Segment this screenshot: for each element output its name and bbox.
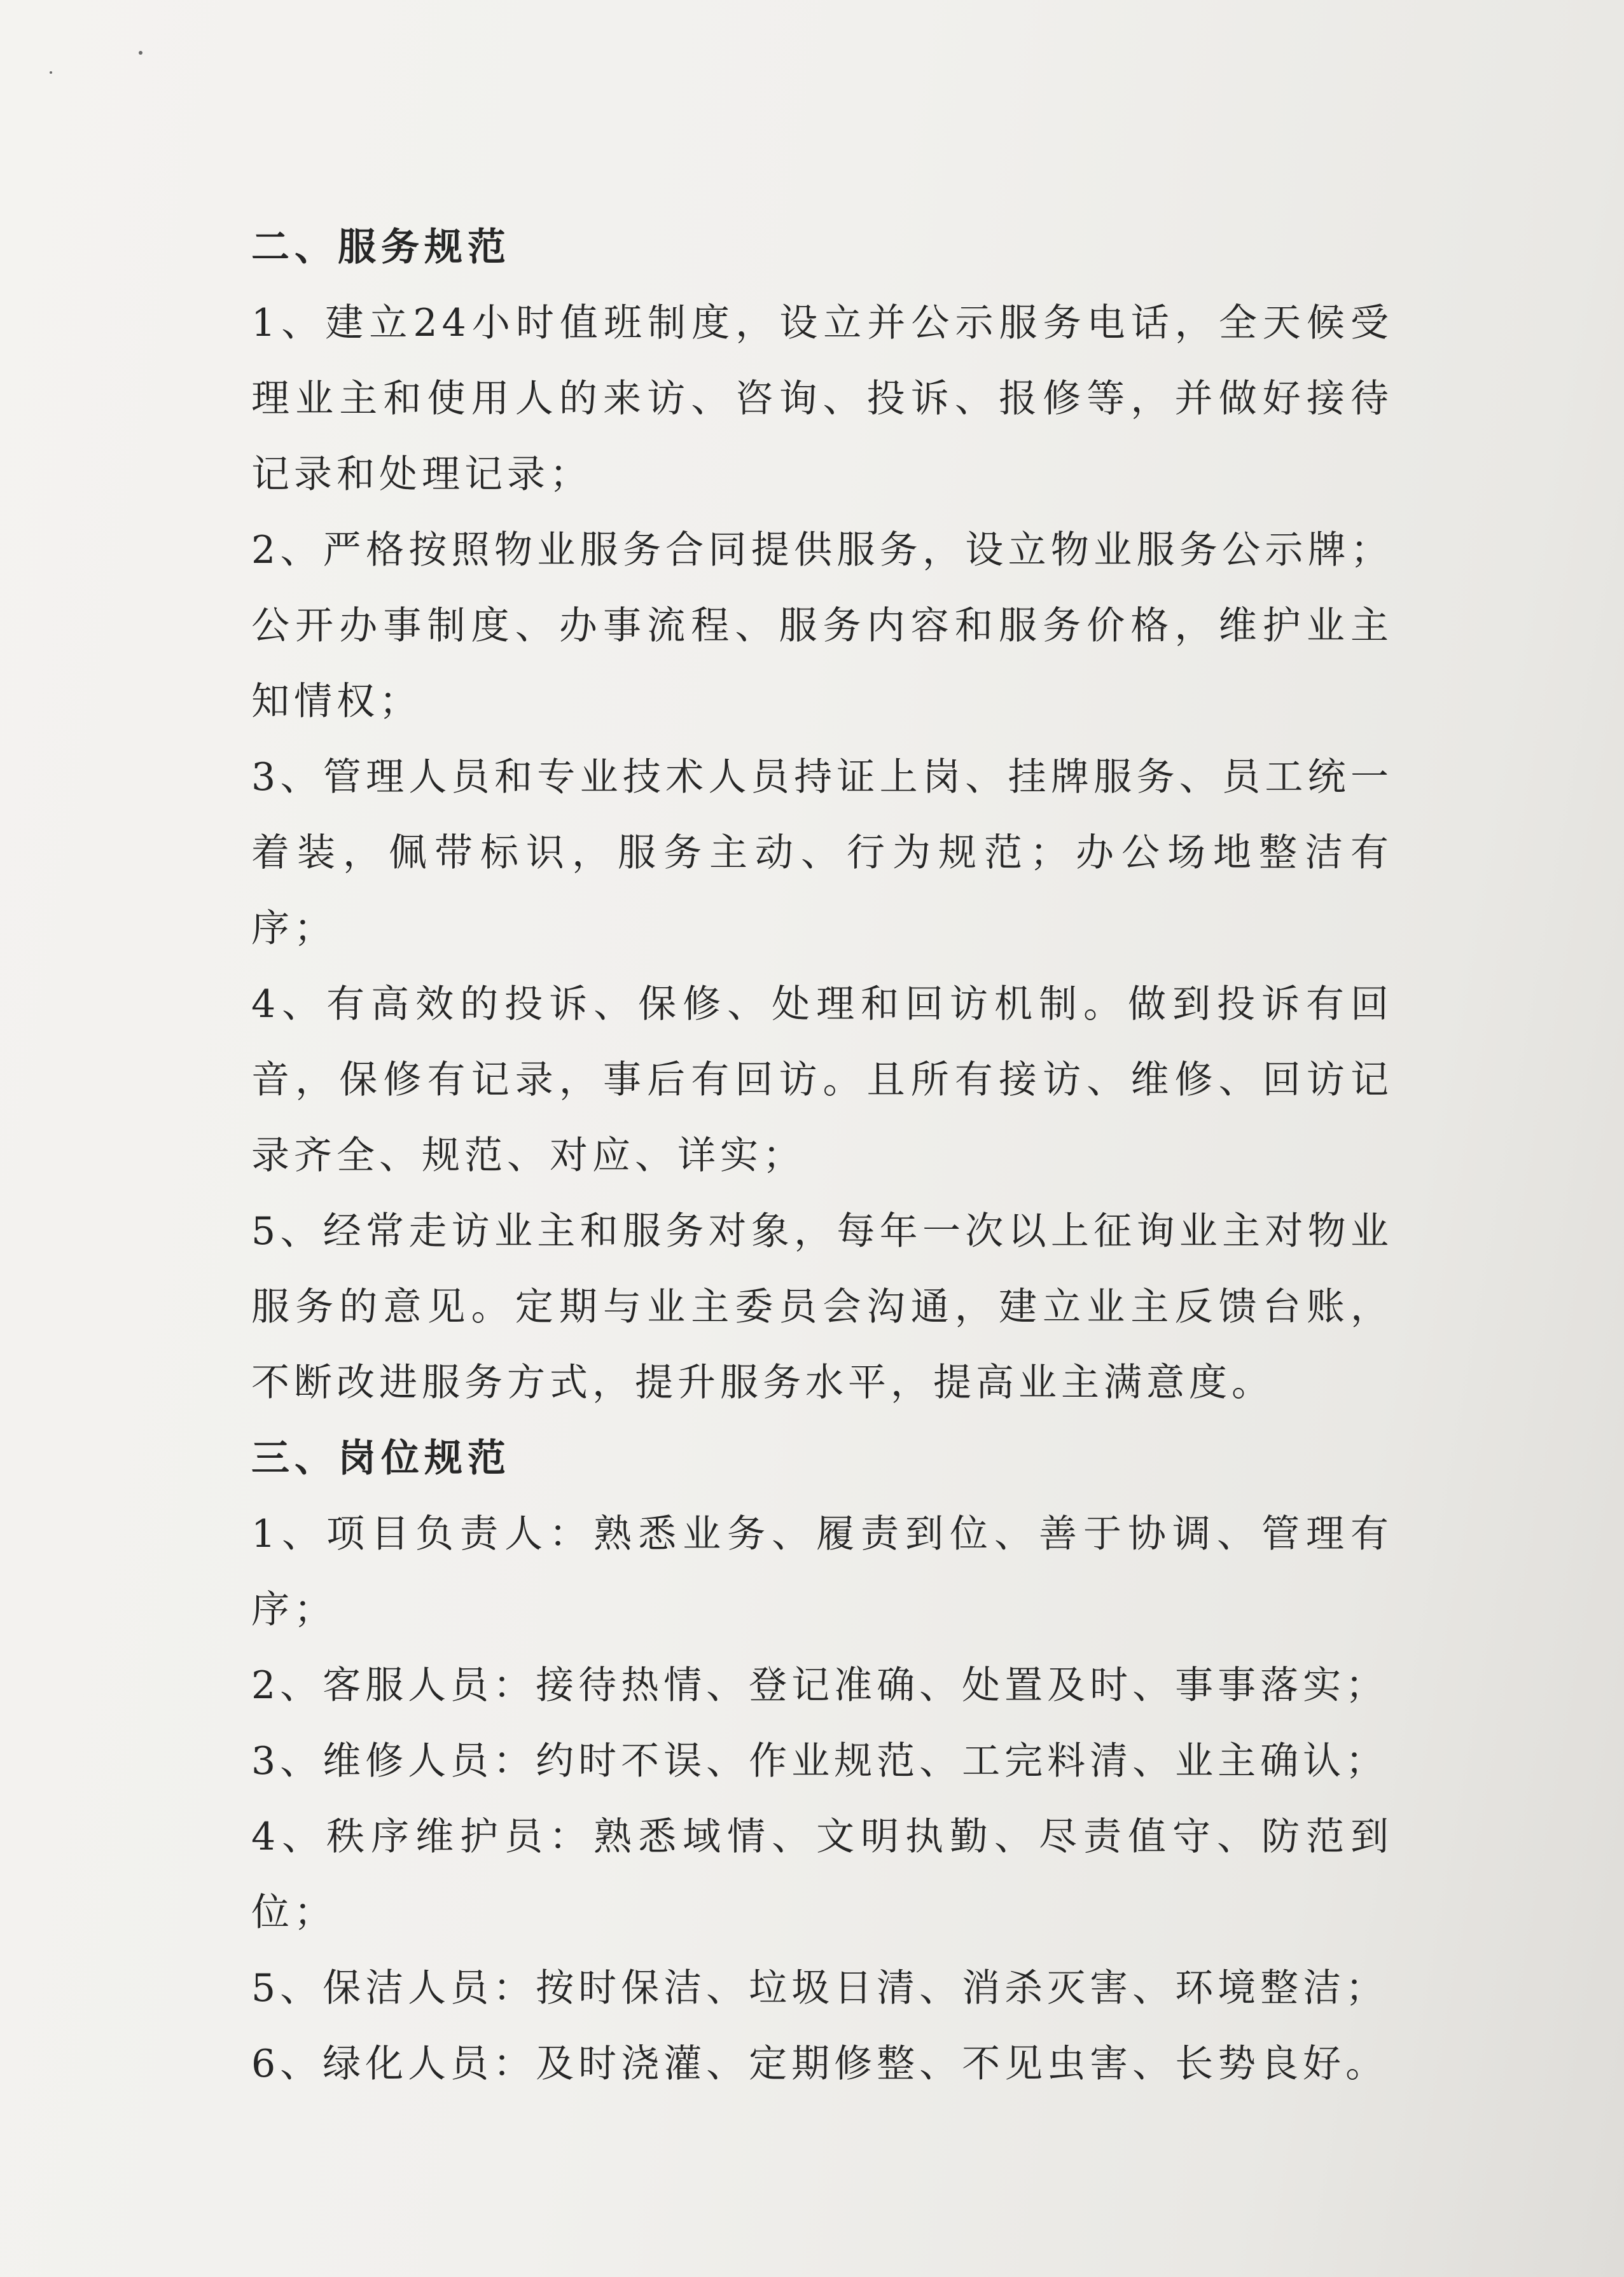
section-heading-service-standards: 二、服务规范 bbox=[251, 225, 511, 270]
service-item-1: 1、建立24小时值班制度，设立并公示服务电话，全天候受理业主和使用人的来访、咨询、投诉、报修等，并做好接待记录和处理记录； bbox=[251, 301, 1393, 497]
post-item-3: 3、维修人员：约时不误、作业规范、工完料清、业主确认； bbox=[251, 1739, 1389, 1783]
post-item-2: 2、客服人员：接待热情、登记准确、处置及时、事事落实； bbox=[251, 1663, 1389, 1708]
post-item-5: 5、保洁人员：按时保洁、垃圾日清、消杀灭害、环境整洁； bbox=[251, 1966, 1389, 2011]
service-item-2: 2、严格按照物业服务合同提供服务，设立物业服务公示牌；公开办事制度、办事流程、服务内容和服务价格，维护业主知情权； bbox=[251, 528, 1393, 724]
service-item-3: 3、管理人员和专业技术人员持证上岗、挂牌服务、员工统一着装，佩带标识，服务主动、行为规范；办公场地整洁有序； bbox=[251, 755, 1393, 951]
section-heading-post-standards: 三、岗位规范 bbox=[251, 1436, 511, 1481]
paper-speck bbox=[139, 51, 142, 55]
service-item-4: 4、有高效的投诉、保修、处理和回访机制。做到投诉有回音，保修有记录，事后有回访。且所有接访、维修、回访记录齐全、规范、对应、详实； bbox=[251, 982, 1393, 1178]
post-item-6: 6、绿化人员：及时浇灌、定期修整、不见虫害、长势良好。 bbox=[251, 2042, 1389, 2086]
post-item-4: 4、秩序维护员：熟悉域情、文明执勤、尽责值守、防范到位； bbox=[251, 1815, 1393, 1935]
service-item-5: 5、经常走访业主和服务对象，每年一次以上征询业主对物业服务的意见。定期与业主委员会沟通，建立业主反馈台账，不断改进服务方式，提升服务水平，提高业主满意度。 bbox=[251, 1209, 1393, 1405]
document-body bbox=[251, 210, 1393, 2102]
paper-speck bbox=[50, 71, 52, 74]
post-item-1: 1、项目负责人：熟悉业务、履责到位、善于协调、管理有序； bbox=[251, 1512, 1393, 1632]
